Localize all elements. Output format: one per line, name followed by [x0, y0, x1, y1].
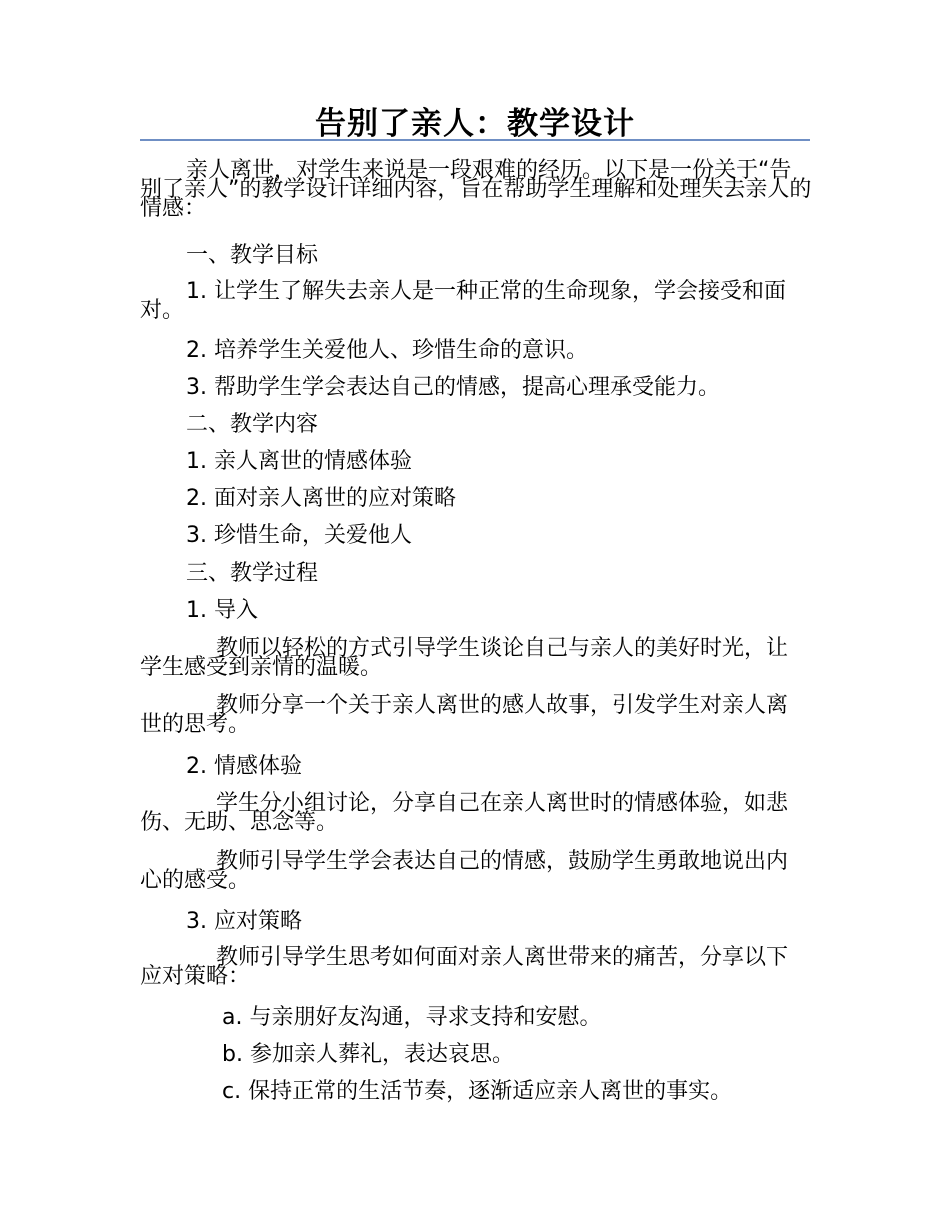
- section-heading-goals: 一、教学目标: [186, 243, 319, 268]
- goal-item-2: 2. 培养学生关爱他人、珍惜生命的意识。: [186, 338, 588, 363]
- intro-paragraph: 亲人离世，对学生来说是一段艰难的经历。以下是一份关于“告别了亲人”的教学设计详细内容，旨在帮助学生理解和处理失去亲人的情感：: [140, 158, 812, 221]
- strategy-item-a: a. 与亲朋好友沟通，寻求支持和安慰。: [222, 1005, 602, 1030]
- goal-item-3: 3. 帮助学生学会表达自己的情感，提高心理承受能力。: [186, 375, 720, 400]
- content-item-1: 1. 亲人离世的情感体验: [186, 449, 412, 474]
- section-heading-process: 三、教学过程: [186, 561, 319, 586]
- title-underline: [140, 139, 810, 141]
- step-heading-emotion: 2. 情感体验: [186, 754, 302, 779]
- strategy-item-c: c. 保持正常的生活节奏，逐渐适应亲人离世的事实。: [222, 1079, 733, 1104]
- step-heading-strategy: 3. 应对策略: [186, 909, 302, 934]
- step-paragraph: 教师以轻松的方式引导学生谈论自己与亲人的美好时光，让学生感受到亲情的温暖。: [140, 636, 789, 680]
- step-paragraph: 教师引导学生学会表达自己的情感，鼓励学生勇敢地说出内心的感受。: [140, 849, 789, 893]
- document-title: 告别了亲人：教学设计: [315, 106, 635, 142]
- step-paragraph: 教师引导学生思考如何面对亲人离世带来的痛苦，分享以下应对策略：: [140, 945, 789, 989]
- step-paragraph: 学生分小组讨论，分享自己在亲人离世时的情感体验，如悲伤、无助、思念等。: [140, 791, 789, 835]
- step-paragraph: 教师分享一个关于亲人离世的感人故事，引发学生对亲人离世的思考。: [140, 693, 789, 737]
- content-item-2: 2. 面对亲人离世的应对策略: [186, 486, 456, 511]
- section-heading-content: 二、教学内容: [186, 412, 319, 437]
- strategy-item-b: b. 参加亲人葬礼，表达哀思。: [222, 1042, 514, 1067]
- step-heading-intro: 1. 导入: [186, 598, 258, 623]
- content-item-3: 3. 珍惜生命，关爱他人: [186, 523, 412, 548]
- goal-item-1: 1. 让学生了解失去亲人是一种正常的生命现象，学会接受和面对。: [140, 279, 786, 323]
